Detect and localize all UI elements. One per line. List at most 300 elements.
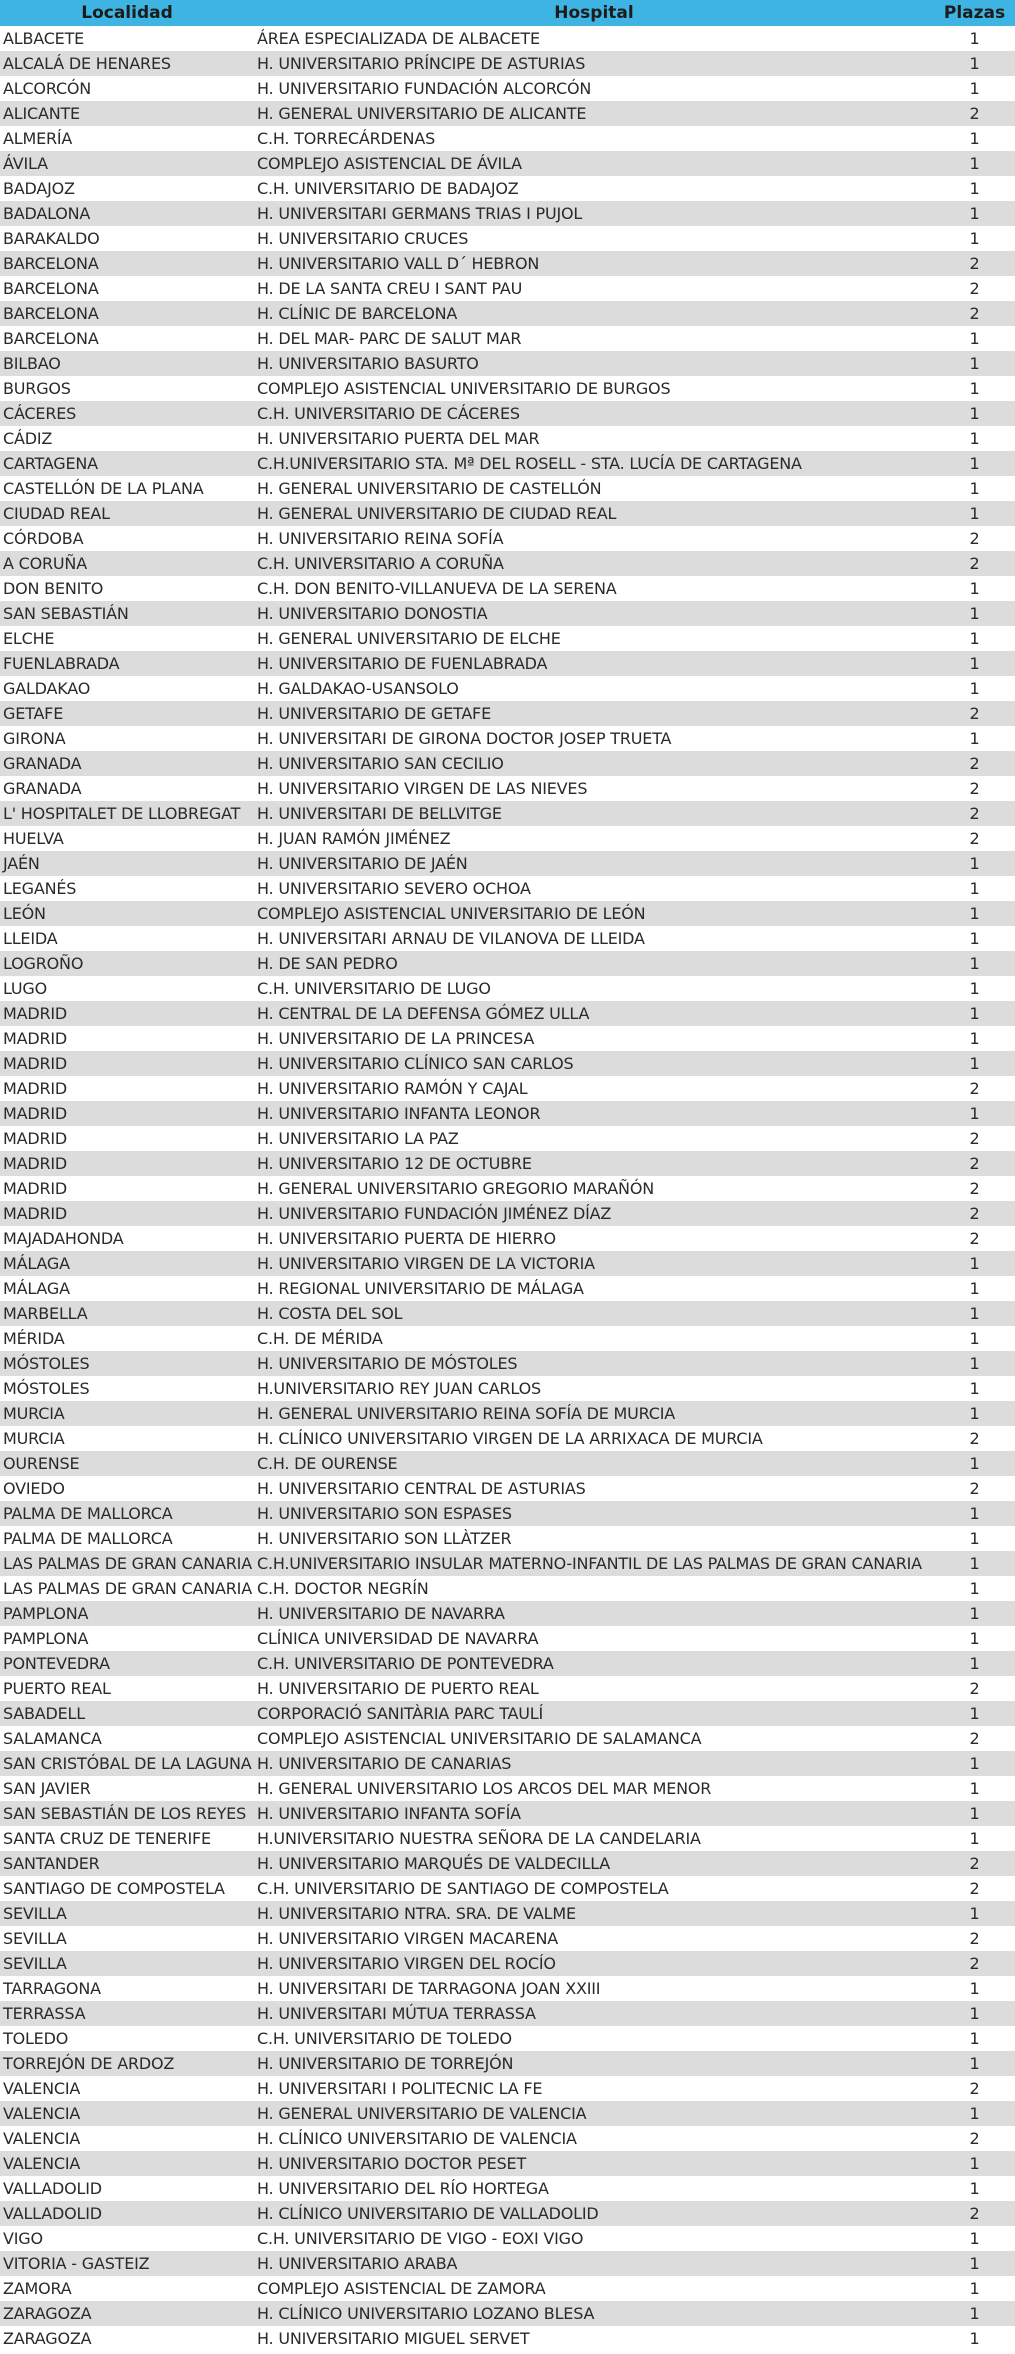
table-row — [0, 826, 1015, 851]
table-row — [0, 1051, 1015, 1076]
cell-plazas: 1 — [934, 1001, 1015, 1026]
table-row — [0, 2051, 1015, 2076]
cell-hospital: COMPLEJO ASISTENCIAL UNIVERSITARIO DE LEÓN — [254, 901, 934, 926]
cell-localidad: A CORUÑA — [0, 551, 254, 576]
cell-plazas: 2 — [934, 1876, 1015, 1901]
cell-hospital: H. UNIVERSITARIO PRÍNCIPE DE ASTURIAS — [254, 51, 934, 76]
table-row — [0, 551, 1015, 576]
table-row — [0, 926, 1015, 951]
table-row — [0, 851, 1015, 876]
table-row — [0, 76, 1015, 101]
cell-plazas: 1 — [934, 2276, 1015, 2301]
cell-plazas: 2 — [934, 1926, 1015, 1951]
cell-localidad: SAN SEBASTIÁN — [0, 601, 254, 626]
table-row — [0, 2001, 1015, 2026]
cell-localidad: SEVILLA — [0, 1951, 254, 1976]
cell-localidad: BARCELONA — [0, 251, 254, 276]
table-row — [0, 301, 1015, 326]
table-row — [0, 1651, 1015, 1676]
cell-plazas: 2 — [934, 751, 1015, 776]
cell-plazas: 2 — [934, 2126, 1015, 2151]
table-row — [0, 176, 1015, 201]
cell-hospital: H. UNIVERSITARI I POLITECNIC LA FE — [254, 2076, 934, 2101]
cell-plazas: 2 — [934, 251, 1015, 276]
cell-localidad: BARAKALDO — [0, 226, 254, 251]
cell-hospital: H. UNIVERSITARIO DE LA PRINCESA — [254, 1026, 934, 1051]
table-row — [0, 1151, 1015, 1176]
cell-localidad: LEÓN — [0, 901, 254, 926]
cell-hospital: H. UNIVERSITARIO DE FUENLABRADA — [254, 651, 934, 676]
cell-hospital: H. COSTA DEL SOL — [254, 1301, 934, 1326]
cell-hospital: H. UNIVERSITARIO VIRGEN MACARENA — [254, 1926, 934, 1951]
cell-plazas: 1 — [934, 51, 1015, 76]
cell-hospital: C.H. TORRECÁRDENAS — [254, 126, 934, 151]
cell-plazas: 2 — [934, 776, 1015, 801]
cell-plazas: 1 — [934, 951, 1015, 976]
cell-plazas: 1 — [934, 651, 1015, 676]
cell-plazas: 1 — [934, 1276, 1015, 1301]
cell-localidad: MÁLAGA — [0, 1251, 254, 1276]
cell-plazas: 1 — [934, 1901, 1015, 1926]
cell-localidad: LAS PALMAS DE GRAN CANARIA — [0, 1551, 254, 1576]
table-row — [0, 101, 1015, 126]
table-row — [0, 2226, 1015, 2251]
cell-hospital: H. CLÍNICO UNIVERSITARIO DE VALENCIA — [254, 2126, 934, 2151]
cell-hospital: H. UNIVERSITARIO VIRGEN DEL ROCÍO — [254, 1951, 934, 1976]
cell-hospital: H. UNIVERSITARI DE TARRAGONA JOAN XXIII — [254, 1976, 934, 2001]
cell-hospital: H. CLÍNICO UNIVERSITARIO VIRGEN DE LA ARRIXACA DE MURCIA — [254, 1426, 934, 1451]
cell-hospital: H. UNIVERSITARIO SON ESPASES — [254, 1501, 934, 1526]
cell-plazas: 1 — [934, 1651, 1015, 1676]
cell-localidad: CASTELLÓN DE LA PLANA — [0, 476, 254, 501]
cell-localidad: MÉRIDA — [0, 1326, 254, 1351]
cell-plazas: 2 — [934, 526, 1015, 551]
cell-hospital: H. UNIVERSITARIO SEVERO OCHOA — [254, 876, 934, 901]
table-row — [0, 401, 1015, 426]
cell-hospital: H. UNIVERSITARIO PUERTA DE HIERRO — [254, 1226, 934, 1251]
cell-plazas: 1 — [934, 1451, 1015, 1476]
cell-localidad: MURCIA — [0, 1426, 254, 1451]
cell-hospital: H. REGIONAL UNIVERSITARIO DE MÁLAGA — [254, 1276, 934, 1301]
cell-plazas: 1 — [934, 1101, 1015, 1126]
cell-plazas: 1 — [934, 201, 1015, 226]
cell-plazas: 1 — [934, 451, 1015, 476]
cell-localidad: HUELVA — [0, 826, 254, 851]
cell-hospital: H. UNIVERSITARIO BASURTO — [254, 351, 934, 376]
cell-localidad: VALENCIA — [0, 2151, 254, 2176]
cell-plazas: 1 — [934, 2326, 1015, 2351]
table-row — [0, 1476, 1015, 1501]
table-row — [0, 951, 1015, 976]
cell-hospital: C.H. DON BENITO-VILLANUEVA DE LA SERENA — [254, 576, 934, 601]
table-row — [0, 676, 1015, 701]
table-body — [0, 26, 1015, 2351]
cell-hospital: H. UNIVERSITARIO DEL RÍO HORTEGA — [254, 2176, 934, 2201]
cell-localidad: SANTIAGO DE COMPOSTELA — [0, 1876, 254, 1901]
cell-hospital: H. CENTRAL DE LA DEFENSA GÓMEZ ULLA — [254, 1001, 934, 1026]
table-row — [0, 1776, 1015, 1801]
cell-plazas: 1 — [934, 876, 1015, 901]
cell-hospital: H. CLÍNIC DE BARCELONA — [254, 301, 934, 326]
cell-localidad: MURCIA — [0, 1401, 254, 1426]
cell-plazas: 1 — [934, 901, 1015, 926]
cell-localidad: ZARAGOZA — [0, 2326, 254, 2351]
cell-plazas: 1 — [934, 2151, 1015, 2176]
cell-plazas: 1 — [934, 501, 1015, 526]
cell-localidad: ZAMORA — [0, 2276, 254, 2301]
cell-hospital: C.H. UNIVERSITARIO DE SANTIAGO DE COMPOSTELA — [254, 1876, 934, 1901]
table-row — [0, 2276, 1015, 2301]
cell-plazas: 1 — [934, 226, 1015, 251]
cell-hospital: H. UNIVERSITARIO DE JAÉN — [254, 851, 934, 876]
cell-plazas: 1 — [934, 76, 1015, 101]
cell-localidad: TOLEDO — [0, 2026, 254, 2051]
cell-hospital: C.H. UNIVERSITARIO DE TOLEDO — [254, 2026, 934, 2051]
cell-localidad: DON BENITO — [0, 576, 254, 601]
cell-localidad: CIUDAD REAL — [0, 501, 254, 526]
table-row — [0, 426, 1015, 451]
cell-localidad: VALENCIA — [0, 2076, 254, 2101]
cell-localidad: PALMA DE MALLORCA — [0, 1501, 254, 1526]
table-row — [0, 1001, 1015, 1026]
cell-localidad: ELCHE — [0, 626, 254, 651]
header-row — [0, 0, 1015, 26]
cell-hospital: C.H. UNIVERSITARIO DE BADAJOZ — [254, 176, 934, 201]
cell-plazas: 1 — [934, 351, 1015, 376]
cell-plazas: 1 — [934, 926, 1015, 951]
cell-plazas: 1 — [934, 1051, 1015, 1076]
cell-hospital: H. UNIVERSITARI ARNAU DE VILANOVA DE LLEIDA — [254, 926, 934, 951]
table-row — [0, 2026, 1015, 2051]
cell-plazas: 1 — [934, 2251, 1015, 2276]
cell-plazas: 1 — [934, 976, 1015, 1001]
cell-hospital: H. DE SAN PEDRO — [254, 951, 934, 976]
cell-localidad: LEGANÉS — [0, 876, 254, 901]
cell-plazas: 1 — [934, 26, 1015, 51]
cell-plazas: 1 — [934, 2001, 1015, 2026]
cell-localidad: PONTEVEDRA — [0, 1651, 254, 1676]
cell-hospital: H. UNIVERSITARIO CLÍNICO SAN CARLOS — [254, 1051, 934, 1076]
table-row — [0, 351, 1015, 376]
table-row — [0, 1826, 1015, 1851]
cell-plazas: 1 — [934, 626, 1015, 651]
table-row — [0, 1276, 1015, 1301]
cell-hospital: H. UNIVERSITARIO NTRA. SRA. DE VALME — [254, 1901, 934, 1926]
table-row — [0, 251, 1015, 276]
table-row — [0, 1526, 1015, 1551]
cell-localidad: VALLADOLID — [0, 2201, 254, 2226]
cell-hospital: H. UNIVERSITARIO DOCTOR PESET — [254, 2151, 934, 2176]
table-row — [0, 2301, 1015, 2326]
cell-localidad: PAMPLONA — [0, 1601, 254, 1626]
cell-localidad: CÁDIZ — [0, 426, 254, 451]
cell-localidad: BURGOS — [0, 376, 254, 401]
table-row — [0, 451, 1015, 476]
cell-localidad: ALCALÁ DE HENARES — [0, 51, 254, 76]
cell-localidad: GIRONA — [0, 726, 254, 751]
cell-plazas: 1 — [934, 2101, 1015, 2126]
table-row — [0, 726, 1015, 751]
cell-localidad: GRANADA — [0, 751, 254, 776]
cell-localidad: MAJADAHONDA — [0, 1226, 254, 1251]
table-row — [0, 1451, 1015, 1476]
cell-plazas: 1 — [934, 1526, 1015, 1551]
table-row — [0, 2326, 1015, 2351]
cell-plazas: 2 — [934, 1176, 1015, 1201]
cell-hospital: H. UNIVERSITARIO DE NAVARRA — [254, 1601, 934, 1626]
cell-localidad: SAN SEBASTIÁN DE LOS REYES — [0, 1801, 254, 1826]
cell-plazas: 1 — [934, 2026, 1015, 2051]
cell-plazas: 1 — [934, 126, 1015, 151]
table-row — [0, 51, 1015, 76]
cell-plazas: 2 — [934, 1851, 1015, 1876]
cell-plazas: 1 — [934, 151, 1015, 176]
cell-hospital: H. GENERAL UNIVERSITARIO DE ALICANTE — [254, 101, 934, 126]
cell-hospital: H. UNIVERSITARIO SON LLÀTZER — [254, 1526, 934, 1551]
cell-plazas: 1 — [934, 476, 1015, 501]
cell-localidad: TORREJÓN DE ARDOZ — [0, 2051, 254, 2076]
table-row — [0, 1751, 1015, 1776]
cell-localidad: MADRID — [0, 1201, 254, 1226]
cell-plazas: 1 — [934, 851, 1015, 876]
cell-hospital: H. UNIVERSITARIO CRUCES — [254, 226, 934, 251]
table-row — [0, 2126, 1015, 2151]
table-row — [0, 276, 1015, 301]
cell-hospital: H. UNIVERSITARIO DE MÓSTOLES — [254, 1351, 934, 1376]
cell-hospital: H. UNIVERSITARIO 12 DE OCTUBRE — [254, 1151, 934, 1176]
cell-hospital: COMPLEJO ASISTENCIAL DE ÁVILA — [254, 151, 934, 176]
cell-hospital: H. UNIVERSITARIO VIRGEN DE LAS NIEVES — [254, 776, 934, 801]
table-row — [0, 2076, 1015, 2101]
cell-hospital: H. GENERAL UNIVERSITARIO LOS ARCOS DEL MAR MENOR — [254, 1776, 934, 1801]
cell-plazas: 2 — [934, 2201, 1015, 2226]
cell-hospital: H. UNIVERSITARI MÚTUA TERRASSA — [254, 2001, 934, 2026]
table-row — [0, 1701, 1015, 1726]
cell-plazas: 2 — [934, 826, 1015, 851]
cell-plazas: 1 — [934, 1376, 1015, 1401]
cell-plazas: 2 — [934, 1951, 1015, 1976]
cell-plazas: 2 — [934, 1726, 1015, 1751]
table-row — [0, 326, 1015, 351]
table-row — [0, 576, 1015, 601]
table-row — [0, 2176, 1015, 2201]
table-header — [0, 0, 1015, 26]
cell-hospital: H. DE LA SANTA CREU I SANT PAU — [254, 276, 934, 301]
cell-hospital: C.H.UNIVERSITARIO STA. Mª DEL ROSELL - STA. LUCÍA DE CARTAGENA — [254, 451, 934, 476]
table-row — [0, 1801, 1015, 1826]
table-row — [0, 376, 1015, 401]
cell-localidad: BADALONA — [0, 201, 254, 226]
cell-plazas: 1 — [934, 1301, 1015, 1326]
cell-plazas: 2 — [934, 801, 1015, 826]
cell-hospital: H. UNIVERSITARI DE BELLVITGE — [254, 801, 934, 826]
cell-localidad: MADRID — [0, 1101, 254, 1126]
table-row — [0, 1026, 1015, 1051]
cell-localidad: MÁLAGA — [0, 1276, 254, 1301]
table-row — [0, 1626, 1015, 1651]
table-row — [0, 976, 1015, 1001]
table-row — [0, 1101, 1015, 1126]
cell-hospital: H. UNIVERSITARIO DE GETAFE — [254, 701, 934, 726]
cell-hospital: H. DEL MAR- PARC DE SALUT MAR — [254, 326, 934, 351]
table-row — [0, 1176, 1015, 1201]
table-row — [0, 1601, 1015, 1626]
cell-localidad: SABADELL — [0, 1701, 254, 1726]
header-plazas: Plazas — [934, 0, 1015, 26]
cell-plazas: 1 — [934, 1826, 1015, 1851]
cell-plazas: 2 — [934, 1201, 1015, 1226]
cell-hospital: H. UNIVERSITARIO SAN CECILIO — [254, 751, 934, 776]
cell-localidad: MADRID — [0, 1151, 254, 1176]
cell-plazas: 1 — [934, 1326, 1015, 1351]
table-row — [0, 701, 1015, 726]
cell-plazas: 1 — [934, 1551, 1015, 1576]
cell-hospital: H. UNIVERSITARIO ARABA — [254, 2251, 934, 2276]
cell-localidad: BADAJOZ — [0, 176, 254, 201]
cell-hospital: H. GENERAL UNIVERSITARIO DE VALENCIA — [254, 2101, 934, 2126]
cell-hospital: H. UNIVERSITARIO FUNDACIÓN JIMÉNEZ DÍAZ — [254, 1201, 934, 1226]
cell-localidad: ALMERÍA — [0, 126, 254, 151]
cell-plazas: 2 — [934, 701, 1015, 726]
table-row — [0, 1726, 1015, 1751]
cell-hospital: H. UNIVERSITARIO DE CANARIAS — [254, 1751, 934, 1776]
table-row — [0, 1976, 1015, 2001]
table-row — [0, 501, 1015, 526]
cell-localidad: BILBAO — [0, 351, 254, 376]
cell-hospital: C.H. UNIVERSITARIO DE CÁCERES — [254, 401, 934, 426]
cell-localidad: GALDAKAO — [0, 676, 254, 701]
cell-plazas: 1 — [934, 1251, 1015, 1276]
cell-plazas: 1 — [934, 726, 1015, 751]
cell-plazas: 2 — [934, 1676, 1015, 1701]
cell-plazas: 1 — [934, 2051, 1015, 2076]
cell-localidad: LOGROÑO — [0, 951, 254, 976]
cell-plazas: 2 — [934, 1151, 1015, 1176]
cell-localidad: CÓRDOBA — [0, 526, 254, 551]
header-hospital: Hospital — [254, 0, 934, 26]
cell-hospital: C.H. UNIVERSITARIO A CORUÑA — [254, 551, 934, 576]
cell-plazas: 1 — [934, 1026, 1015, 1051]
table-row — [0, 151, 1015, 176]
cell-localidad: VALENCIA — [0, 2126, 254, 2151]
cell-hospital: H. GENERAL UNIVERSITARIO DE CASTELLÓN — [254, 476, 934, 501]
cell-hospital: C.H. DE OURENSE — [254, 1451, 934, 1476]
cell-hospital: ÁREA ESPECIALIZADA DE ALBACETE — [254, 26, 934, 51]
cell-localidad: SAN JAVIER — [0, 1776, 254, 1801]
cell-plazas: 1 — [934, 676, 1015, 701]
cell-localidad: L' HOSPITALET DE LLOBREGAT — [0, 801, 254, 826]
cell-plazas: 1 — [934, 1501, 1015, 1526]
cell-localidad: CARTAGENA — [0, 451, 254, 476]
table-row — [0, 1401, 1015, 1426]
cell-hospital: H. GALDAKAO-USANSOLO — [254, 676, 934, 701]
cell-plazas: 2 — [934, 1476, 1015, 1501]
cell-hospital: C.H. UNIVERSITARIO DE LUGO — [254, 976, 934, 1001]
cell-localidad: MARBELLA — [0, 1301, 254, 1326]
cell-plazas: 1 — [934, 1701, 1015, 1726]
cell-plazas: 1 — [934, 1576, 1015, 1601]
table-row — [0, 1126, 1015, 1151]
table-row — [0, 1901, 1015, 1926]
cell-localidad: GRANADA — [0, 776, 254, 801]
cell-hospital: H. UNIVERSITARIO LA PAZ — [254, 1126, 934, 1151]
cell-localidad: JAÉN — [0, 851, 254, 876]
cell-hospital: H. UNIVERSITARIO VIRGEN DE LA VICTORIA — [254, 1251, 934, 1276]
cell-localidad: ZARAGOZA — [0, 2301, 254, 2326]
cell-hospital: H. UNIVERSITARIO INFANTA SOFÍA — [254, 1801, 934, 1826]
cell-hospital: H. UNIVERSITARIO DONOSTIA — [254, 601, 934, 626]
table-row — [0, 2251, 1015, 2276]
table-row — [0, 876, 1015, 901]
table-row — [0, 1351, 1015, 1376]
cell-plazas: 1 — [934, 2176, 1015, 2201]
cell-hospital: H. UNIVERSITARI DE GIRONA DOCTOR JOSEP TRUETA — [254, 726, 934, 751]
cell-localidad: VALENCIA — [0, 2101, 254, 2126]
table-row — [0, 476, 1015, 501]
cell-hospital: H. UNIVERSITARIO PUERTA DEL MAR — [254, 426, 934, 451]
cell-plazas: 1 — [934, 426, 1015, 451]
cell-plazas: 2 — [934, 1226, 1015, 1251]
cell-hospital: H.UNIVERSITARIO REY JUAN CARLOS — [254, 1376, 934, 1401]
cell-localidad: MADRID — [0, 1026, 254, 1051]
table-row — [0, 1876, 1015, 1901]
cell-hospital: H. UNIVERSITARIO DE TORREJÓN — [254, 2051, 934, 2076]
cell-localidad: BARCELONA — [0, 301, 254, 326]
cell-hospital: H. UNIVERSITARIO INFANTA LEONOR — [254, 1101, 934, 1126]
cell-hospital: COMPLEJO ASISTENCIAL UNIVERSITARIO DE BURGOS — [254, 376, 934, 401]
cell-localidad: BARCELONA — [0, 276, 254, 301]
cell-hospital: H. GENERAL UNIVERSITARIO REINA SOFÍA DE MURCIA — [254, 1401, 934, 1426]
cell-hospital: H. GENERAL UNIVERSITARIO DE CIUDAD REAL — [254, 501, 934, 526]
cell-localidad: MÓSTOLES — [0, 1376, 254, 1401]
cell-plazas: 1 — [934, 1776, 1015, 1801]
cell-localidad: ALBACETE — [0, 26, 254, 51]
cell-localidad: ALCORCÓN — [0, 76, 254, 101]
cell-localidad: BARCELONA — [0, 326, 254, 351]
table-row — [0, 1301, 1015, 1326]
cell-hospital: H. UNIVERSITARIO DE PUERTO REAL — [254, 1676, 934, 1701]
cell-hospital: H. UNIVERSITARIO VALL D´ HEBRON — [254, 251, 934, 276]
table-row — [0, 1851, 1015, 1876]
cell-plazas: 2 — [934, 276, 1015, 301]
table-row — [0, 201, 1015, 226]
cell-localidad: ÁVILA — [0, 151, 254, 176]
cell-localidad: LUGO — [0, 976, 254, 1001]
cell-plazas: 1 — [934, 376, 1015, 401]
table-row — [0, 1326, 1015, 1351]
cell-plazas: 2 — [934, 301, 1015, 326]
cell-hospital: COMPLEJO ASISTENCIAL DE ZAMORA — [254, 2276, 934, 2301]
cell-hospital: H. UNIVERSITARIO CENTRAL DE ASTURIAS — [254, 1476, 934, 1501]
table-row — [0, 801, 1015, 826]
cell-localidad: MADRID — [0, 1076, 254, 1101]
cell-hospital: H. UNIVERSITARIO RAMÓN Y CAJAL — [254, 1076, 934, 1101]
cell-plazas: 1 — [934, 1976, 1015, 2001]
cell-plazas: 1 — [934, 326, 1015, 351]
cell-localidad: LLEIDA — [0, 926, 254, 951]
table-row — [0, 1076, 1015, 1101]
cell-localidad: SEVILLA — [0, 1926, 254, 1951]
table-row — [0, 126, 1015, 151]
cell-localidad: FUENLABRADA — [0, 651, 254, 676]
table-row — [0, 1551, 1015, 1576]
cell-localidad: SALAMANCA — [0, 1726, 254, 1751]
table-row — [0, 26, 1015, 51]
table-row — [0, 626, 1015, 651]
cell-plazas: 1 — [934, 401, 1015, 426]
cell-localidad: SEVILLA — [0, 1901, 254, 1926]
table-row — [0, 2151, 1015, 2176]
